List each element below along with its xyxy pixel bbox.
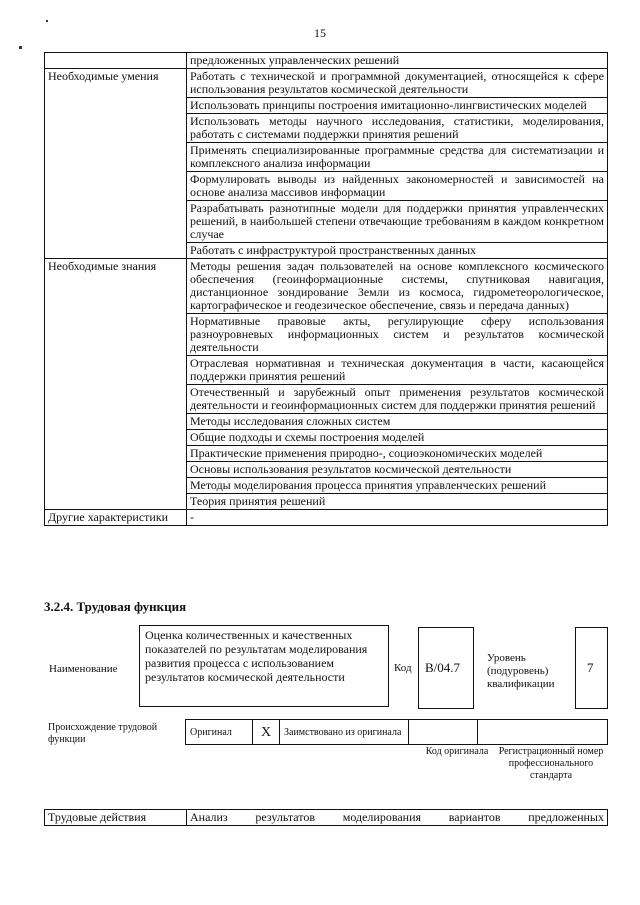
table-cell: Теория принятия решений xyxy=(187,494,608,510)
page-number: 15 xyxy=(314,26,326,40)
table-row xyxy=(45,510,608,526)
table-cell: Работать с инфраструктурой пространственных данных xyxy=(187,243,608,259)
scan-speck xyxy=(46,20,48,22)
table-cell: Формулировать выводы из найденных закономерностей и зависимостей на основе анализа массивов информации xyxy=(187,172,608,201)
original-mark: X xyxy=(260,724,272,740)
level-label: Уровень (подуровень) квалификации xyxy=(487,652,555,690)
table-row xyxy=(45,53,608,69)
level-value: 7 xyxy=(587,660,594,675)
table-cell: - xyxy=(187,510,608,526)
function-name-value: Оценка количественных и качественных показателей по результатам моделирования развития процесса с использованием результатов космической деятельности xyxy=(145,628,368,684)
code-original-caption: Код оригинала xyxy=(425,746,489,757)
row-group-label xyxy=(45,53,187,69)
origin-table xyxy=(185,719,608,745)
code-label: Код xyxy=(394,662,412,674)
table-cell: Отечественный и зарубежный опыт применения результатов космической деятельности и геоинформационных систем для поддержки принятия решений xyxy=(187,385,608,414)
table-cell: Общие подходы и схемы построения моделей xyxy=(187,430,608,446)
table-cell: Разрабатывать разнотипные модели для поддержки принятия управленческих решений, в наибольшей степени отвечающие требованиям в каждом конкретном случае xyxy=(187,201,608,243)
labor-actions-label: Трудовые действия xyxy=(48,810,147,824)
table-cell: Методы исследования сложных систем xyxy=(187,414,608,430)
table-cell: Использовать принципы построения имитационно-лингвистических моделей xyxy=(187,98,608,114)
table-cell: Практические применения природно-, социоэкономических моделей xyxy=(187,446,608,462)
table-cell: Нормативные правовые акты, регулирующие сферу использования разноуровневых информационных систем и результатов космической деятельности xyxy=(187,314,608,356)
table-cell: предложенных управленческих решений xyxy=(187,53,608,69)
table-cell: Работать с технической и программной документацией, относящейся к сфере использования результатов космической деятельности xyxy=(187,69,608,98)
original-label: Оригинал xyxy=(190,726,232,738)
code-value: B/04.7 xyxy=(425,660,461,675)
table-cell: Основы использования результатов космической деятельности xyxy=(187,462,608,478)
row-group-label: Необходимые знания xyxy=(45,259,187,510)
table-row xyxy=(45,259,608,314)
row-group-label: Другие характеристики xyxy=(45,510,187,526)
table-cell: Методы моделирования процесса принятия управленческих решений xyxy=(187,478,608,494)
table-row xyxy=(45,69,608,98)
table-cell: Использовать методы научного исследования, статистики, моделирования, работать с системами поддержки принятия решений xyxy=(187,114,608,143)
requirements-table xyxy=(44,52,608,526)
table-cell: Отраслевая нормативная и техническая документация в части, касающейся поддержки принятия решений xyxy=(187,356,608,385)
origin-label: Происхождение трудовой функции xyxy=(48,722,158,745)
table-cell: Методы решения задач пользователей на основе комплексного космического обеспечения (геоинформационные системы, спутниковая навигация, дистанционное зондирование Земли из космоса, гидрометеорологическое, картографическое и геодезическое обеспечение, связь и передача данных) xyxy=(187,259,608,314)
reg-number-caption: Регистрационный номер профессионального стандарта xyxy=(498,746,604,781)
labor-action-item: Анализ результатов моделирования вариантов предложенных xyxy=(190,810,604,824)
row-group-label: Необходимые умения xyxy=(45,69,187,259)
name-label: Наименование xyxy=(49,663,118,675)
scan-speck xyxy=(19,46,22,49)
section-title: 3.2.4. Трудовая функция xyxy=(44,599,187,614)
table-cell: Применять специализированные программные средства для систематизации и комплексного анализа информации xyxy=(187,143,608,172)
borrowed-label: Заимствовано из оригинала xyxy=(284,726,402,738)
labor-actions-table xyxy=(44,809,608,826)
